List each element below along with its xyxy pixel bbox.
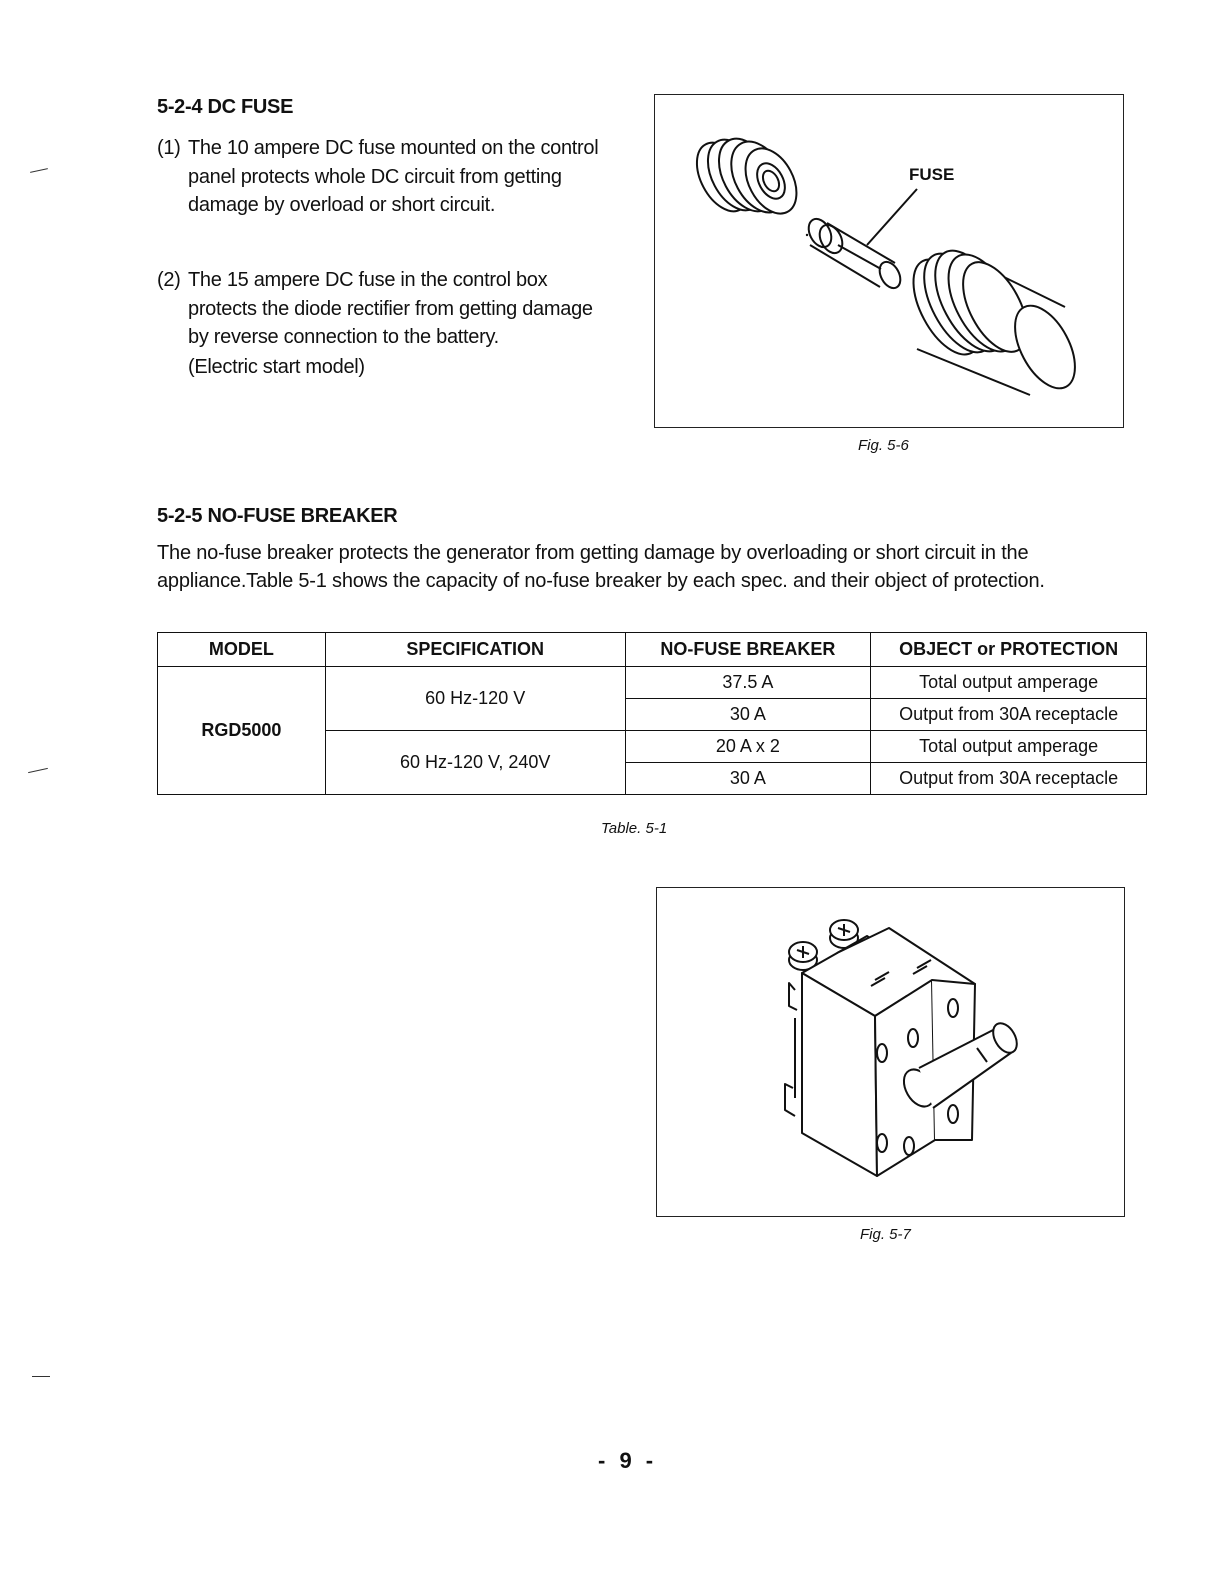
object-cell: Total output amperage — [871, 667, 1147, 699]
fuse-label: FUSE — [909, 165, 955, 184]
column-header: SPECIFICATION — [325, 633, 625, 667]
figure-caption: Fig. 5-7 — [860, 1226, 911, 1243]
page-number: - 9 - — [598, 1448, 658, 1473]
section-paragraph: The no-fuse breaker protects the generator from getting damage by overloading or short circuit in the appliance.Table 5-1 shows the capacity of no-fuse breaker by each spec. and their object of protection. — [157, 542, 1045, 592]
object-cell: Output from 30A receptacle — [871, 699, 1147, 731]
breaker-cell: 30 A — [625, 699, 871, 731]
fuse-drawing — [655, 95, 1122, 426]
table-header-row — [158, 633, 1147, 667]
breaker-table — [157, 632, 1147, 795]
breaker-cell: 20 A x 2 — [625, 731, 871, 763]
column-header: MODEL — [158, 633, 326, 667]
item-number: (1) — [157, 137, 181, 159]
breaker-cell: 30 A — [625, 763, 871, 795]
model-cell: RGD5000 — [158, 667, 326, 795]
table-row — [158, 667, 1147, 699]
section-heading-dc-fuse: 5-2-4 DC FUSE — [157, 96, 294, 118]
spec-cell: 60 Hz-120 V, 240V — [325, 731, 625, 795]
margin-mark — [30, 168, 48, 173]
figure-fuse — [654, 94, 1124, 428]
object-cell: Output from 30A receptacle — [871, 763, 1147, 795]
breaker-cell: 37.5 A — [625, 667, 871, 699]
breaker-drawing — [657, 888, 1123, 1215]
item-text: The 15 ampere DC fuse in the control box protects the diode rectifier from getting damage by reverse connection to the battery. — [188, 269, 593, 348]
figure-breaker — [656, 887, 1125, 1217]
section-heading-no-fuse-breaker: 5-2-5 NO-FUSE BREAKER — [157, 505, 398, 527]
margin-mark — [28, 768, 48, 773]
spec-cell: 60 Hz-120 V — [325, 667, 625, 731]
table-caption: Table. 5-1 — [601, 820, 668, 837]
item-text: The 10 ampere DC fuse mounted on the control panel protects whole DC circuit from getting damage by overload or short circuit. — [188, 137, 599, 216]
item-number: (2) — [157, 269, 181, 291]
column-header: NO-FUSE BREAKER — [625, 633, 871, 667]
margin-mark — [32, 1376, 50, 1377]
figure-caption: Fig. 5-6 — [858, 437, 909, 454]
column-header: OBJECT or PROTECTION — [871, 633, 1147, 667]
object-cell: Total output amperage — [871, 731, 1147, 763]
item-note: (Electric start model) — [188, 356, 365, 378]
